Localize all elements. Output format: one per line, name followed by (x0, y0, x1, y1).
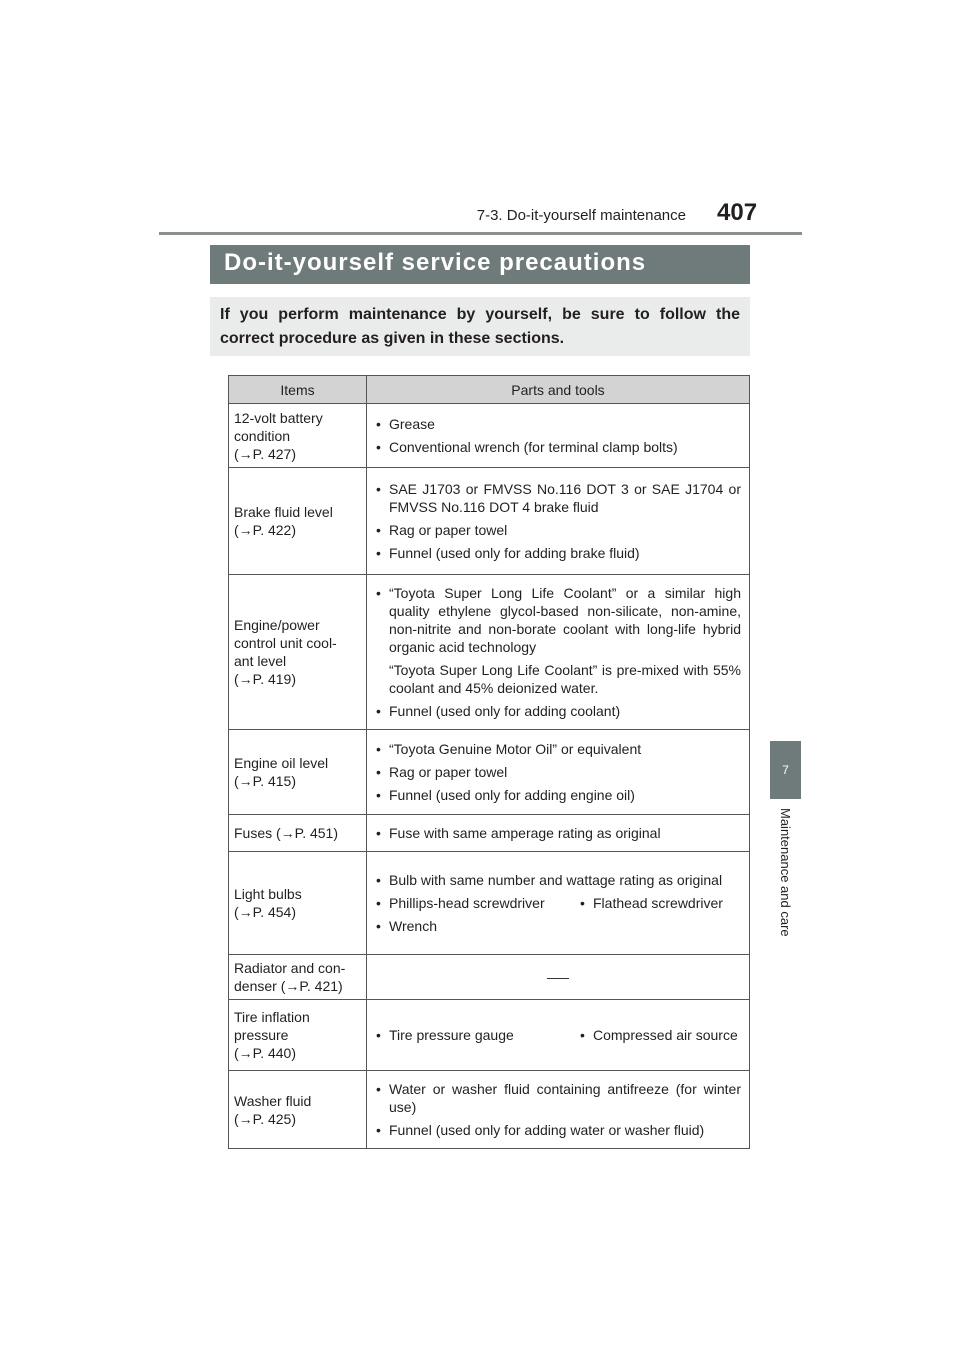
dash-mark (547, 978, 569, 979)
page-title: Do-it-yourself service precautions (224, 249, 647, 276)
parts-cell (367, 1000, 750, 1071)
table-row (229, 575, 750, 730)
item-cell (229, 815, 367, 852)
item-line: (→P. 454) (234, 904, 296, 920)
item-line: pressure (234, 1027, 289, 1043)
item-line: (→P. 440) (234, 1045, 296, 1061)
parts-cell (367, 1071, 750, 1149)
item-line: denser (→P. 421) (234, 978, 343, 994)
item-cell (229, 404, 367, 468)
section-reference: 7-3. Do-it-yourself maintenance (476, 207, 686, 224)
intro-text: If you perform maintenance by yourself, be sure to follow the correct procedure as given in these sections. (220, 306, 740, 347)
page-number: 407 (717, 199, 758, 226)
part-item: • “Toyota Genuine Motor Oil” or equivalent (375, 740, 741, 758)
header-divider (159, 232, 802, 235)
part-pair (375, 894, 741, 912)
table-row (229, 815, 750, 852)
table-row (229, 1000, 750, 1071)
item-cell (229, 1000, 367, 1071)
item-line: Tire inflation (234, 1009, 310, 1025)
item-cell (229, 852, 367, 955)
item-line: (→P. 415) (234, 773, 296, 789)
table-row (229, 1071, 750, 1149)
item-line: Engine oil level (234, 755, 329, 771)
parts-cell (367, 852, 750, 955)
part-item: • Funnel (used only for adding water or washer fluid) (375, 1121, 741, 1139)
table-row (229, 468, 750, 575)
part-item: • Funnel (used only for adding brake fluid) (375, 544, 741, 562)
chapter-label (770, 808, 801, 958)
part-item: • Funnel (used only for adding engine oil) (375, 786, 741, 804)
part-item: • Tire pressure gauge (375, 1026, 579, 1044)
service-table (228, 375, 750, 1149)
parts-cell-empty (367, 955, 750, 1000)
part-item: • Fuse with same amperage rating as original (375, 824, 741, 842)
table-row (229, 404, 750, 468)
item-line: condition (234, 427, 291, 444)
part-item: • SAE J1703 or FMVSS No.116 DOT 3 or SAE J1704 or FMVSS No.116 DOT 4 brake fluid (375, 480, 741, 516)
part-item: • Phillips-head screwdriver (375, 894, 579, 912)
chapter-tab: 7 (770, 741, 801, 799)
item-line: Engine/power (234, 617, 320, 633)
item-line: Light bulbs (234, 886, 302, 902)
item-line: (→P. 425) (234, 1110, 296, 1127)
part-note: “Toyota Super Long Life Coolant” is pre-mixed with 55% coolant and 45% deionized water. (389, 662, 741, 696)
part-item: • Water or washer fluid containing antifreeze (for winter use) (375, 1080, 741, 1116)
part-item: • Conventional wrench (for terminal clamp bolts) (375, 438, 741, 456)
item-line: (→P. 422) (234, 522, 296, 538)
item-line: control unit cool- (234, 635, 337, 651)
part-item: • Rag or paper towel (375, 521, 741, 539)
table-header-row (229, 376, 750, 404)
item-line: (→P. 419) (234, 671, 296, 687)
part-item: • “Toyota Super Long Life Coolant” or a similar high quality ethylene glycol-based non-silicate, non-amine, non-nitrite and non-borate coolant with long-life hybrid organic acid technology (375, 584, 741, 656)
table-row (229, 955, 750, 1000)
parts-cell (367, 575, 750, 730)
intro-box (210, 297, 750, 356)
part-item: • Funnel (used only for adding coolant) (375, 702, 741, 720)
parts-cell (367, 468, 750, 575)
item-line: (→P. 427) (234, 445, 296, 462)
part-item: • Grease (375, 415, 741, 433)
item-line: Washer fluid (234, 1092, 312, 1109)
chapter-label-text: Maintenance and care (778, 808, 793, 937)
part-item: • Wrench (375, 917, 741, 935)
item-cell (229, 575, 367, 730)
item-cell (229, 730, 367, 815)
item-cell (229, 468, 367, 575)
item-line: 12-volt battery (234, 409, 323, 426)
item-cell (229, 1071, 367, 1149)
table-row (229, 852, 750, 955)
part-item: • Bulb with same number and wattage rating as original (375, 871, 741, 889)
item-line: Radiator and con- (234, 960, 346, 976)
parts-cell (367, 404, 750, 468)
table-row (229, 730, 750, 815)
item-cell (229, 955, 367, 1000)
header-parts: Parts and tools (367, 376, 750, 404)
item-line: Brake fluid level (234, 504, 333, 520)
part-item: • Compressed air source (579, 1026, 741, 1044)
item-line: Fuses (→P. 451) (234, 825, 339, 841)
item-line: ant level (234, 653, 287, 669)
parts-cell (367, 815, 750, 852)
title-banner (210, 245, 750, 284)
part-item: • Flathead screwdriver (579, 894, 741, 912)
header-items: Items (229, 376, 367, 404)
parts-cell (367, 730, 750, 815)
part-item: • Rag or paper towel (375, 763, 741, 781)
part-pair (375, 1026, 741, 1044)
